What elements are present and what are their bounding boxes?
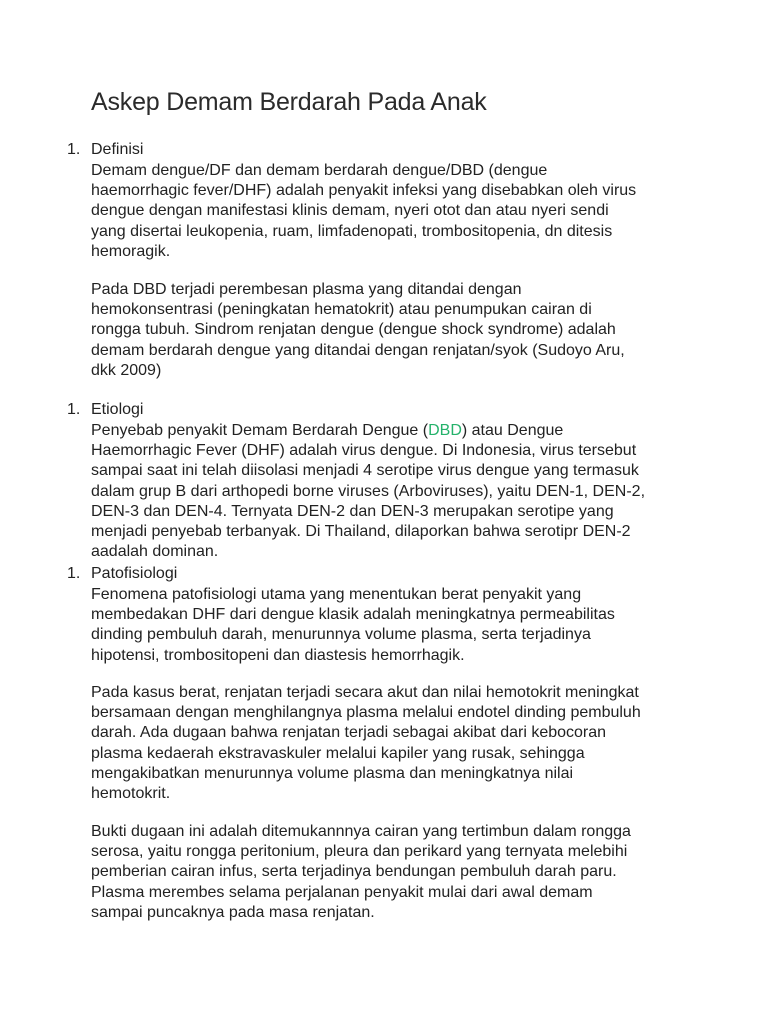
text-line: hipotensi, trombositopeni dan diastesis hemorrhagik.: [91, 646, 465, 664]
text-line: rongga tubuh. Sindrom renjatan dengue (dengue shock syndrome) adalah: [91, 321, 616, 339]
paragraph: [91, 683, 641, 804]
text-line: darah. Ada dugaan bahwa renjatan terjadi sebagai akibat dari kebocoran: [91, 724, 607, 742]
text-line: Pada kasus berat, renjatan terjadi secara akut dan nilai hemotokrit meningkat: [91, 684, 639, 701]
text-line: hemoragik.: [91, 242, 171, 260]
text-segment: ) atau Dengue: [461, 422, 564, 439]
text-line: demam berdarah dengue yang ditandai dengan renjatan/syok (Sudoyo Aru,: [91, 341, 625, 359]
text-line: pemberian cairan infus, serta terjadinya bendungan pembuluh darah paru.: [91, 863, 617, 881]
text-line: Plasma merembes selama perjalanan penyakit mulai dari awal demam: [91, 883, 593, 901]
text-line: [91, 421, 645, 441]
section-heading: Definisi: [91, 141, 144, 158]
list-number: 1.: [67, 565, 81, 582]
text-line: dalam grup B dari arthopedi borne viruses (Arboviruses), yaitu DEN-1, DEN-2,: [91, 482, 646, 500]
text-line: serosa, yaitu rongga peritonium, pleura dan perikard yang ternyata melebihi: [91, 843, 628, 861]
paragraph: [91, 822, 631, 923]
paragraph: [91, 280, 625, 381]
text-line: Demam dengue/DF dan demam berdarah dengue/DBD (dengue: [91, 162, 548, 179]
text-line: menjadi penyebab terbanyak. Di Thailand, dilaporkan bahwa serotipr DEN-2: [91, 523, 631, 541]
text-line: dinding pembuluh darah, menurunnya volume plasma, serta terjadinya: [91, 626, 591, 644]
text-line: haemorrhagic fever/DHF) adalah penyakit infeksi yang disebabkan oleh virus: [91, 182, 637, 200]
text-line: aadalah dominan.: [91, 543, 219, 561]
document-title: Askep Demam Berdarah Pada Anak: [91, 88, 487, 116]
text-line: hemokonsentrasi (peningkatan hematokrit) atau penumpukan cairan di: [91, 301, 592, 319]
paragraph: [91, 421, 645, 562]
text-line: Pada DBD terjadi perembesan plasma yang ditandai dengan: [91, 281, 522, 298]
text-line: Haemorrhagic Fever (DHF) adalah virus dengue. Di Indonesia, virus tersebut: [91, 442, 637, 460]
paragraph: [91, 585, 615, 666]
paragraph: [91, 161, 636, 262]
text-line: DEN-3 dan DEN-4. Ternyata DEN-2 dan DEN-3 merupakan serotipe yang: [91, 502, 614, 520]
text-line: mengakibatkan menurunnya volume plasma dan meningkatnya nilai: [91, 764, 574, 782]
text-line: sampai puncaknya pada masa renjatan.: [91, 903, 375, 921]
text-line: dkk 2009): [91, 361, 162, 379]
text-line: hemotokrit.: [91, 785, 171, 803]
text-line: bersamaan dengan menghilangnya plasma melalui endotel dinding pembuluh: [91, 704, 641, 722]
dbd-link[interactable]: DBD: [428, 422, 462, 439]
list-number: 1.: [67, 401, 81, 418]
list-number: 1.: [67, 141, 81, 158]
section-heading: Etiologi: [91, 401, 144, 418]
text-line: yang disertai leukopenia, ruam, limfadenopati, trombositopenia, dn ditesis: [91, 222, 613, 240]
section-heading: Patofisiologi: [91, 565, 178, 582]
text-line: dengue dengan manifestasi klinis demam, nyeri otot dan atau nyeri sendi: [91, 202, 609, 220]
text-line: plasma kedaerah ekstravaskuler melalui kapiler yang rusak, sehingga: [91, 744, 585, 762]
text-line: membedakan DHF dari dengue klasik adalah meningkatnya permeabilitas: [91, 606, 615, 624]
text-segment: Penyebab penyakit Demam Berdarah Dengue (: [91, 422, 429, 439]
text-line: Bukti dugaan ini adalah ditemukannnya cairan yang tertimbun dalam rongga: [91, 823, 631, 840]
text-line: sampai saat ini telah diisolasi menjadi 4 serotipe virus dengue yang termasuk: [91, 462, 639, 480]
text-line: Fenomena patofisiologi utama yang menentukan berat penyakit yang: [91, 586, 582, 603]
